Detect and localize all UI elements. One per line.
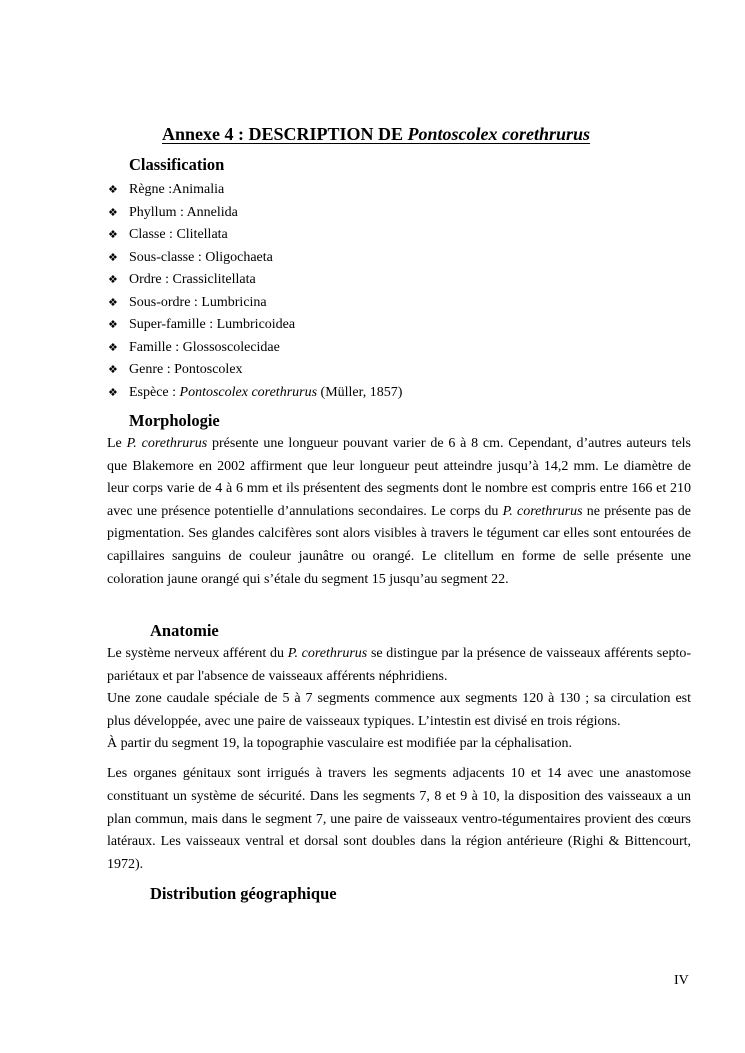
classification-heading: Classification [129,155,225,174]
list-item: ❖ Famille : Glossoscolecidae [108,337,402,360]
page-number: IV [674,973,689,988]
list-item: ❖ Phyllum : Annelida [108,202,402,225]
title-species: Pontoscolex corethrurus [407,124,591,144]
diamond-bullet-icon: ❖ [108,205,118,219]
diamond-bullet-icon: ❖ [108,228,118,241]
page-title [162,124,590,145]
list-item: ❖ Sous-ordre : Lumbricina [108,292,402,315]
list-item: ❖ Règne :Animalia [108,179,402,202]
diamond-bullet-icon: ❖ [108,273,118,286]
list-item-species: ❖ Espèce : Pontoscolex corethrurus (Müller, 1857) [108,382,402,405]
anatomie-paragraph-1: Le système nerveux afférent du P. corethrurus se distingue par la présence de vaisseaux afférents septo-pariétaux et par l'absence de vaisseaux afférents néphridiens. [107,646,692,684]
morphologie-heading: Morphologie [129,411,220,430]
list-item: ❖ Ordre : Crassiclitellata [108,269,402,292]
list-item: ❖ Classe : Clitellata [108,224,402,247]
morphologie-paragraph: Le P. corethrurus présente une longueur pouvant varier de 6 à 8 cm. Cependant, d’autres auteurs tels que Blakemore en 2002 affirment que leur longueur peut atteindre jusqu’à 14,2 mm. Le diamètre de leur corps varie de 4 à 6 mm et ils présentent des segments dont le nombre est compris entre 166 et 210 avec une présence potentielle d’annulations secondaires. Le corps du P. corethrurus ne présente pas de pigmentation. Ses glandes calcifères sont alors visibles à travers le tégument car elles sont entourées de capillaires sanguins de couleur jaunâtre ou orangé. Le clitellum en forme de selle présente une coloration jaune orangé qui s’étale du segment 15 jusqu’au segment 22. [107,436,692,587]
diamond-bullet-icon: ❖ [108,295,118,309]
anatomie-paragraph-2: Une zone caudale spéciale de 5 à 7 segments commence aux segments 120 à 130 ; sa circulation est plus développée, avec une paire de vaisseaux typiques. L’intestin est divisé en trois régions. [107,691,691,729]
diamond-bullet-icon: ❖ [108,340,118,354]
diamond-bullet-icon: ❖ [108,250,118,264]
distribution-heading: Distribution géographique [150,884,337,903]
anatomie-heading: Anatomie [150,621,219,640]
classification-list [108,179,402,404]
list-item: ❖ Super-famille : Lumbricoidea [108,314,402,337]
list-item: ❖ Genre : Pontoscolex [108,359,402,382]
anatomie-paragraph-3: À partir du segment 19, la topographie vasculaire est modifiée par la céphalisation. [107,736,572,751]
diamond-bullet-icon: ❖ [108,385,118,399]
diamond-bullet-icon: ❖ [108,363,118,376]
list-item: ❖ Sous-classe : Oligochaeta [108,247,402,270]
diamond-bullet-icon: ❖ [108,318,118,331]
anatomie-paragraph-4: Les organes génitaux sont irrigués à travers les segments adjacents 10 et 14 avec une anastomose constituant un système de sécurité. Dans les segments 7, 8 et 9 à 10, la disposition des vaisseaux a un plan commun, mais dans le segment 7, une paire de vaisseaux ventro-tégumentaires provient des cœurs latéraux. Les vaisseaux ventral et dorsal sont doubles dans la région antérieure (Righi & Bittencourt, 1972). [107,766,691,873]
diamond-bullet-icon: ❖ [108,183,118,196]
title-prefix: Annexe 4 : DESCRIPTION DE [162,124,408,144]
